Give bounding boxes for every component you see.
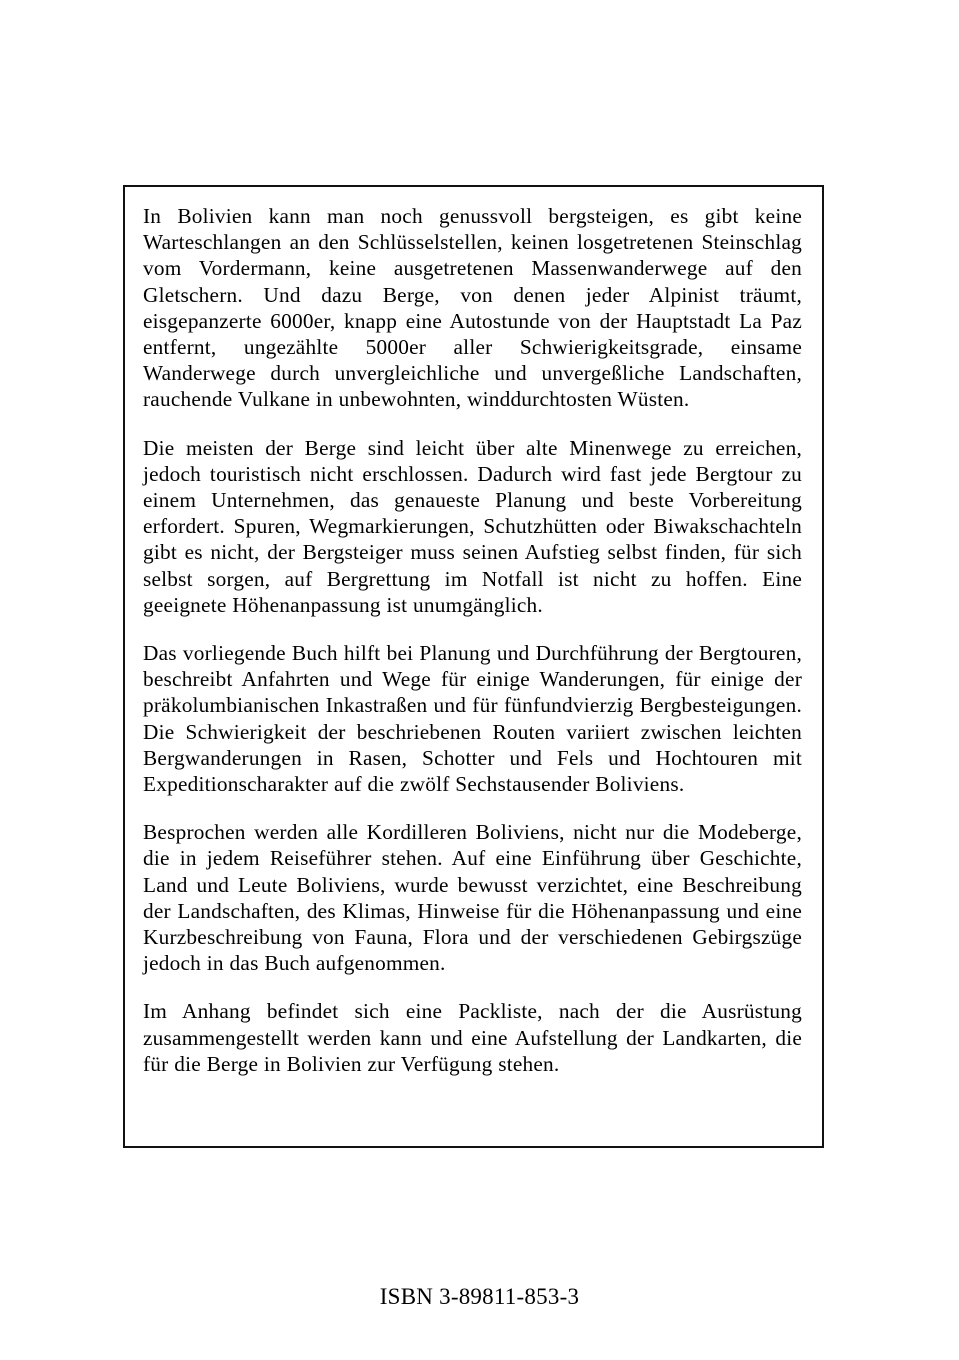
- isbn-text: ISBN 3-89811-853-3: [379, 1284, 580, 1309]
- blurb-text-container: [125, 187, 822, 1077]
- blurb-paragraph-4: Besprochen werden alle Kordilleren Boliviens, nicht nur die Modeberge, die in jedem Reiseführer stehen. Auf eine Einführung über Geschichte, Land und Leute Boliviens, wurde bewusst verzichtet, eine Beschreibung der Landschaften, des Klimas, Hinweise für die Höhenanpassung und eine Kurzbeschreibung von Fauna, Flora und der verschiedenen Gebirgszüge jedoch in das Buch aufgenommen.: [143, 820, 802, 976]
- blurb-paragraph-2: Die meisten der Berge sind leicht über alte Minenwege zu erreichen, jedoch touristisch nicht erschlossen. Dadurch wird fast jede Bergtour zu einem Unternehmen, das genaueste Planung und beste Vorbereitung erfordert. Spuren, Wegmarkierungen, Schutzhütten oder Biwakschachteln gibt es nicht, der Bergsteiger muss seinen Aufstieg selbst finden, für sich selbst sorgen, auf Bergrettung im Notfall ist nicht zu hoffen. Eine geeignete Höhenanpassung ist unumgänglich.: [143, 435, 802, 617]
- blurb-box: [123, 185, 824, 1148]
- blurb-paragraph-1: In Bolivien kann man noch genussvoll bergsteigen, es gibt keine Warteschlangen an den Schlüsselstellen, keinen losgetretenen Steinschlag vom Vordermann, keine ausgetretenen Massenwanderwege auf den Gletschern. Und dazu Berge, von denen jeder Alpinist träumt, eisgepanzerte 6000er, knapp eine Autostunde von der Hauptstadt La Paz entfernt, ungezählte 5000er aller Schwierigkeitsgrade, einsame Wanderwege durch unvergleichliche und unvergeßliche Landschaften, rauchende Vulkane in unbewohnten, winddurchtosten Wüsten.: [143, 204, 802, 412]
- blurb-paragraph-5: Im Anhang befindet sich eine Packliste, nach der die Ausrüstung zusammengestellt werden kann und eine Aufstellung der Landkarten, die für die Berge in Bolivien zur Verfügung stehen.: [143, 999, 802, 1076]
- blurb-paragraph-3: Das vorliegende Buch hilft bei Planung und Durchführung der Bergtouren, beschreibt Anfahrten und Wege für einige Wanderungen, für einige der präkolumbianischen Inkastraßen und für fünfundvierzig Bergbesteigungen. Die Schwierigkeit der beschriebenen Routen variiert zwischen leichten Bergwanderungen in Rasen, Schotter und Fels und Hochtouren mit Expeditionscharakter auf die zwölf Sechstausender Boliviens.: [143, 641, 802, 797]
